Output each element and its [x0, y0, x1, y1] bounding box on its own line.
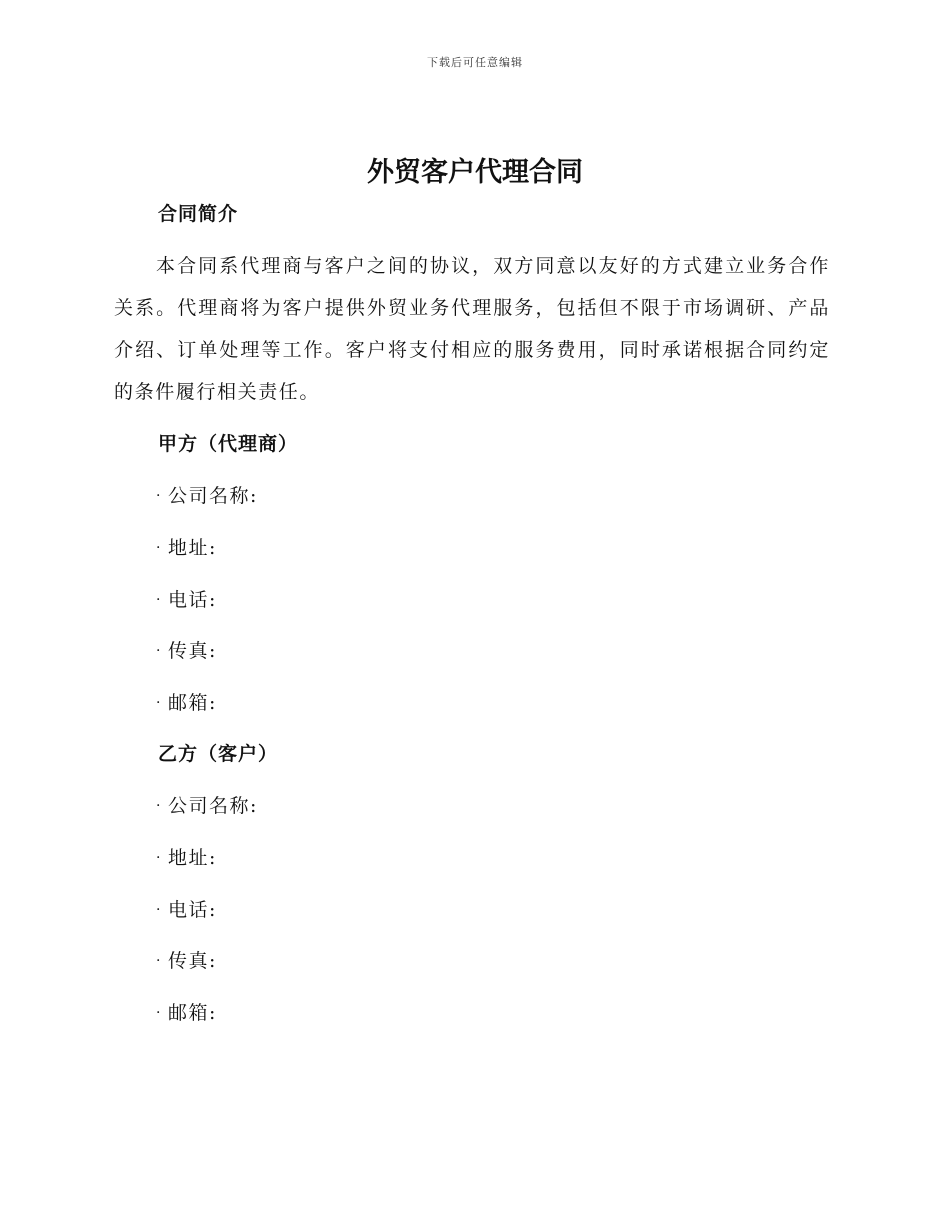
party-a-fax-field	[156, 636, 217, 663]
party-a-phone-field	[156, 585, 217, 612]
party-a-address-field	[156, 533, 217, 560]
party-b-company-name-field	[156, 791, 258, 818]
page-header: 下载后可任意编辑	[427, 56, 523, 69]
intro-heading: 合同简介	[158, 203, 239, 225]
field-label: 地址:	[168, 537, 217, 559]
party-b-address-field	[156, 843, 217, 870]
bullet-icon: ·	[156, 540, 162, 556]
bullet-icon: ·	[156, 953, 162, 969]
field-label: 邮箱:	[168, 1002, 217, 1024]
field-label: 传真:	[168, 640, 217, 662]
field-label: 电话:	[168, 899, 217, 921]
field-label: 地址:	[168, 847, 217, 869]
field-label: 电话:	[168, 589, 217, 611]
bullet-icon: ·	[156, 1005, 162, 1021]
bullet-icon: ·	[156, 488, 162, 504]
field-label: 传真:	[168, 950, 217, 972]
party-a-heading: 甲方（代理商）	[158, 433, 299, 455]
bullet-icon: ·	[156, 798, 162, 814]
party-a-company-name-field	[156, 481, 258, 508]
party-b-heading: 乙方（客户）	[158, 743, 279, 765]
bullet-icon: ·	[156, 902, 162, 918]
party-b-email-field	[156, 998, 217, 1025]
field-label: 邮箱:	[168, 692, 217, 714]
bullet-icon: ·	[156, 592, 162, 608]
document-title: 外贸客户代理合同	[367, 157, 583, 188]
party-a-email-field	[156, 688, 217, 715]
party-b-phone-field	[156, 895, 217, 922]
bullet-icon: ·	[156, 695, 162, 711]
field-label: 公司名称:	[168, 795, 258, 817]
intro-paragraph: 本合同系代理商与客户之间的协议，双方同意以友好的方式建立业务合作关系。代理商将为客户提供外贸业务代理服务，包括但不限于市场调研、产品介绍、订单处理等工作。客户将支付相应的服务费用，同时承诺根据合同约定的条件履行相关责任。	[114, 255, 830, 403]
field-label: 公司名称:	[168, 485, 258, 507]
bullet-icon: ·	[156, 643, 162, 659]
party-b-fax-field	[156, 946, 217, 973]
bullet-icon: ·	[156, 850, 162, 866]
